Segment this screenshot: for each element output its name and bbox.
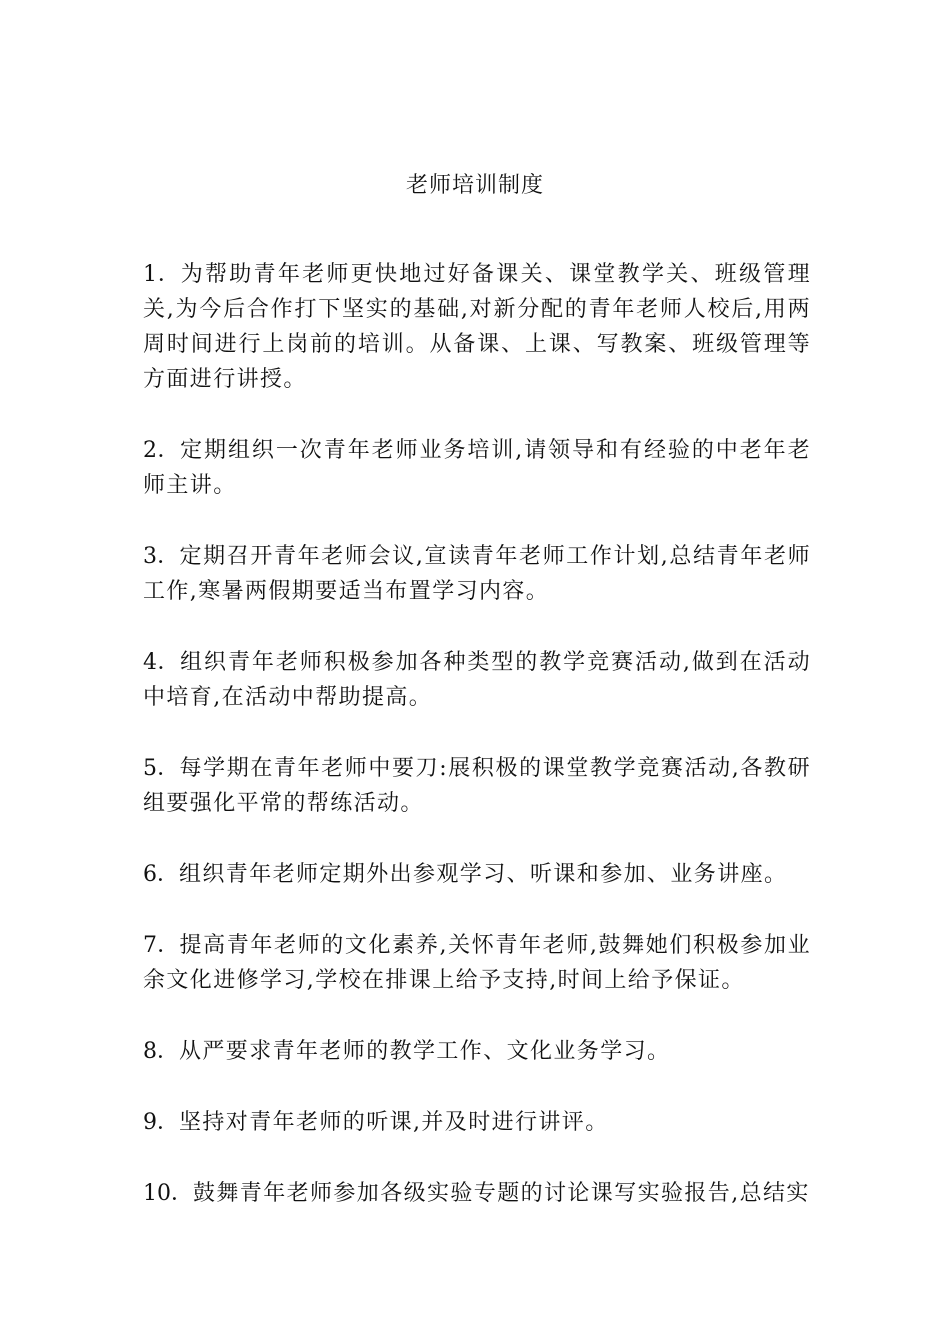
item-text: 每学期在青年老师中要刀:展积极的课堂教学竞赛活动,各教研组要强化平常的帮练活动。 xyxy=(143,756,812,816)
item-text: 提高青年老师的文化素养,关怀青年老师,鼓舞她们积极参加业余文化进修学习,学校在排课上给予支持,时间上给予保证。 xyxy=(143,933,811,993)
list-item xyxy=(143,257,811,397)
list-item xyxy=(143,539,811,609)
item-text: 鼓舞青年老师参加各级实验专题的讨论课写实验报告,总结实 xyxy=(193,1181,810,1206)
item-text: 坚持对青年老师的听课,并及时进行讲评。 xyxy=(179,1110,609,1135)
item-text: 定期召开青年老师会议,宣读青年老师工作计划,总结青年老师工作,寒暑两假期要适当布置学习内容。 xyxy=(143,544,811,604)
item-text: 组织青年老师积极参加各种类型的教学竞赛活动,做到在活动中培育,在活动中帮助提高。 xyxy=(143,650,812,710)
list-item xyxy=(143,857,811,892)
list-item xyxy=(143,645,811,715)
item-number: 3． xyxy=(143,544,180,569)
item-number: 7． xyxy=(143,933,180,958)
item-number: 10． xyxy=(143,1181,193,1206)
item-number: 9． xyxy=(143,1110,179,1135)
item-text: 从严要求青年老师的教学工作、文化业务学习。 xyxy=(179,1039,671,1064)
list-item xyxy=(143,1034,811,1069)
item-number: 1． xyxy=(143,262,181,287)
list-item xyxy=(143,1105,811,1140)
item-number: 8． xyxy=(143,1039,179,1064)
item-number: 6． xyxy=(143,862,179,887)
document-title: 老师培训制度 xyxy=(405,173,544,198)
list-item xyxy=(143,1176,811,1211)
regulation-list xyxy=(143,257,811,1247)
item-text: 为帮助青年老师更快地过好备课关、课堂教学关、班级管理关,为今后合作打下坚实的基础,对新分配的青年老师人校后,用两周时间进行上岗前的培训。从备课、上课、写教案、班级管理等方面进行讲授。 xyxy=(143,262,811,392)
item-number: 4． xyxy=(143,650,181,675)
list-item xyxy=(143,928,811,998)
item-text: 组织青年老师定期外出参观学习、听课和参加、业务讲座。 xyxy=(179,862,788,887)
item-number: 2． xyxy=(143,438,181,463)
item-text: 定期组织一次青年老师业务培训,请领导和有经验的中老年老师主讲。 xyxy=(143,438,812,498)
item-number: 5． xyxy=(143,756,180,781)
list-item xyxy=(143,433,811,503)
list-item xyxy=(143,751,811,821)
